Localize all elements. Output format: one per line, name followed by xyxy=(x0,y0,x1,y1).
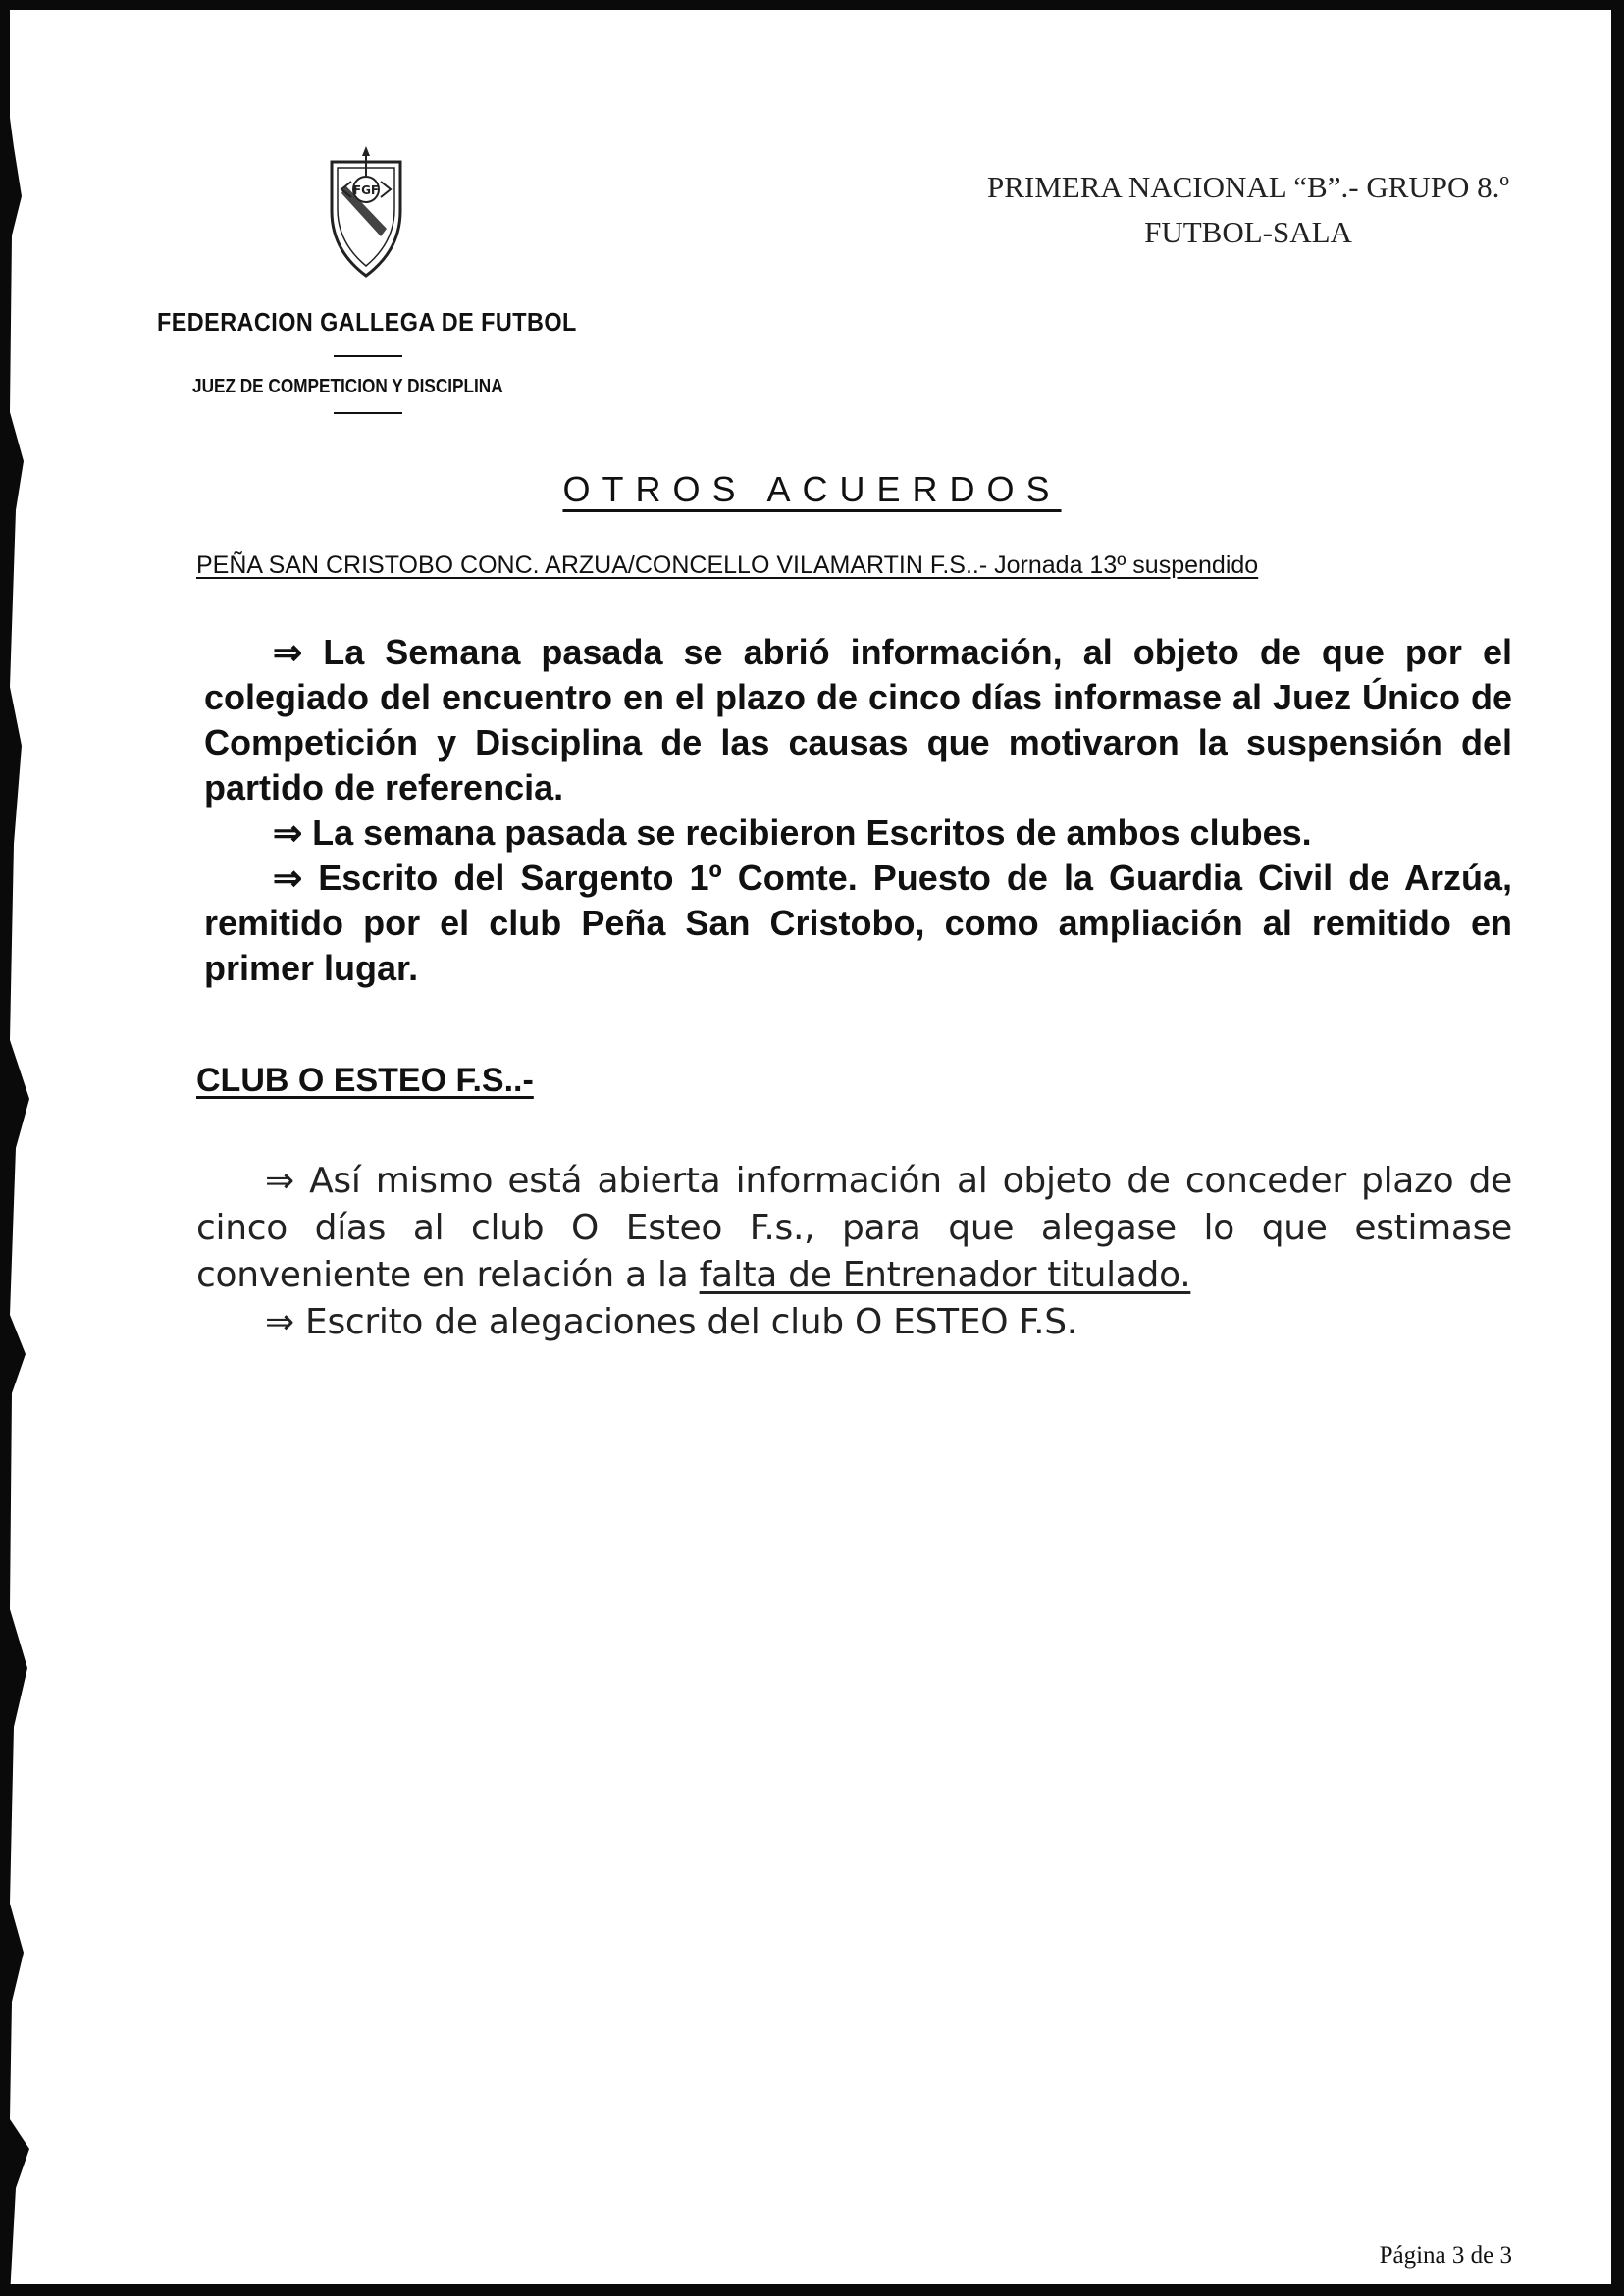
club-agreement-underlined: falta de Entrenador titulado. xyxy=(699,1255,1191,1295)
section-title-text: OTROS ACUERDOS xyxy=(562,469,1062,509)
agreement-item: ⇒ Escrito del Sargento 1º Comte. Puesto de la Guardia Civil de Arzúa, remitido por el club Peña San Cristobo, como ampliación al remitido en primer lugar. xyxy=(204,858,1512,988)
club-agreement-text: ⇒ Así mismo está abierta información al objeto de conceder plazo de cinco días al club O Esteo F.s., para que alegase lo que estimase conveniente en relación a la xyxy=(196,1161,1512,1295)
header-divider-2 xyxy=(334,412,402,414)
competition-name: PRIMERA NACIONAL “B”.- GRUPO 8.º xyxy=(986,170,1510,204)
club-agreement-item xyxy=(196,1158,1512,1299)
agreement-item: ⇒ La Semana pasada se abrió información, al objeto de que por el colegiado del encuentro en el plazo de cinco días informase al Juez Único de Competición y Disciplina de las causas que motivaron la suspensión del partido de referencia. xyxy=(204,632,1512,808)
club-agreement-item: ⇒ Escrito de alegaciones del club O ESTEO F.S. xyxy=(265,1302,1077,1342)
match-heading: PEÑA SAN CRISTOBO CONC. ARZUA/CONCELLO VILAMARTIN F.S..- Jornada 13º suspendido xyxy=(196,551,1259,579)
competition-header xyxy=(973,165,1523,255)
competition-sport: FUTBOL-SALA xyxy=(1144,215,1352,249)
torn-edge xyxy=(0,0,59,2296)
agreement-item: ⇒ La semana pasada se recibieron Escritos de ambos clubes. xyxy=(273,812,1312,853)
document-page xyxy=(10,10,1611,2284)
club-agreements xyxy=(196,1158,1512,1346)
svg-text:FGF: FGF xyxy=(352,183,380,197)
section-title xyxy=(0,469,1624,510)
match-agreements xyxy=(204,630,1512,991)
header-divider-1 xyxy=(334,355,402,357)
federation-name: FEDERACION GALLEGA DE FUTBOL xyxy=(157,307,577,337)
club-heading: CLUB O ESTEO F.S..- xyxy=(196,1062,534,1099)
juez-title: JUEZ DE COMPETICION Y DISCIPLINA xyxy=(192,376,503,397)
federation-crest-icon xyxy=(324,142,408,280)
page-number: Página 3 de 3 xyxy=(1379,2242,1512,2269)
